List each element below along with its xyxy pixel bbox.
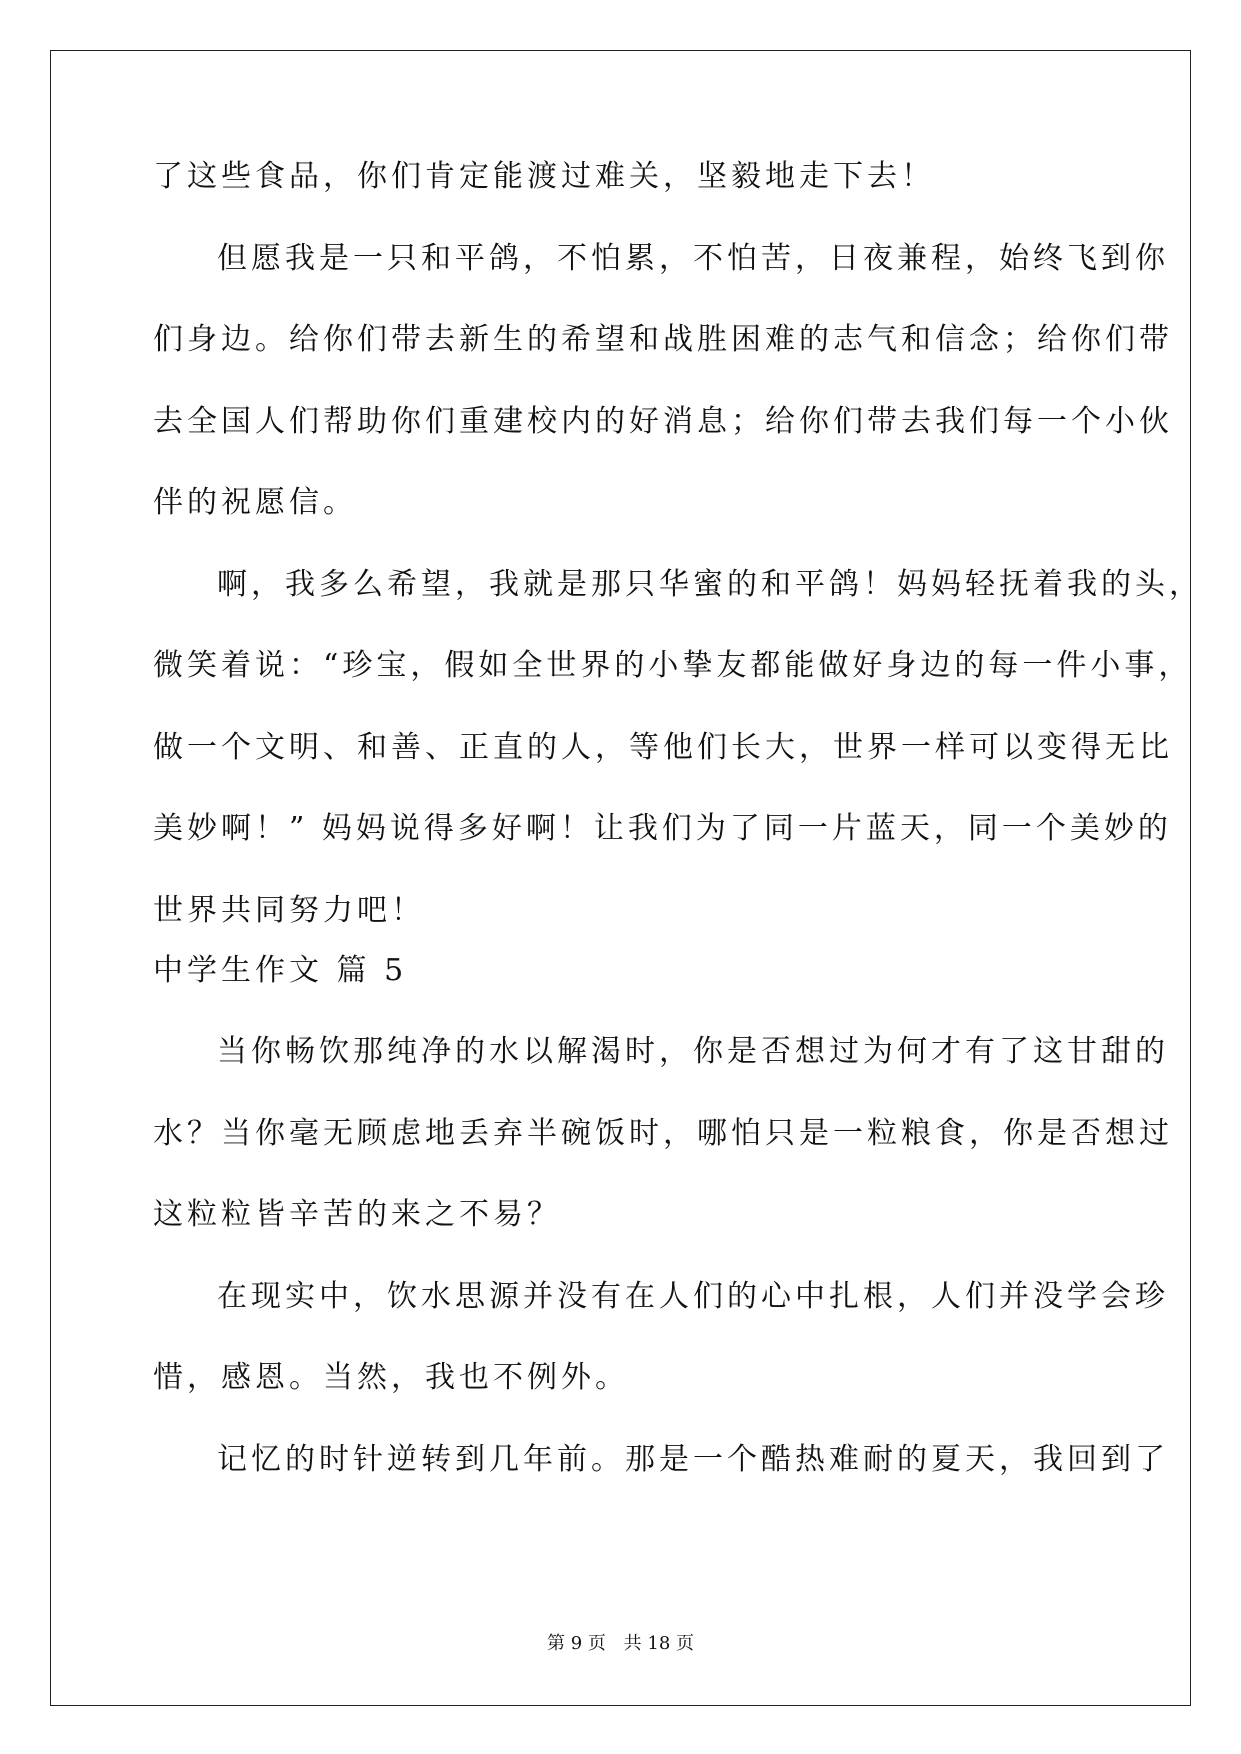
text-line: 美妙啊！” 妈妈说得多好啊！让我们为了同一片蓝天，同一个美妙的: [153, 811, 1172, 846]
section-heading: 中学生作文 篇 5: [153, 952, 408, 988]
paragraph-first-line: 记忆的时针逆转到几年前。那是一个酷热难耐的夏天，我回到了: [217, 1441, 1169, 1477]
text-line: 世界共同努力吧！: [153, 892, 425, 928]
paragraph-first-line: 当你畅饮那纯净的水以解渴时，你是否想过为何才有了这甘甜的: [217, 1034, 1169, 1069]
paragraph-first-line: 啊，我多么希望，我就是那只华蜜的和平鸽！妈妈轻抚着我的头，: [217, 566, 1203, 602]
text-line: 做一个文明、和善、正直的人，等他们长大，世界一样可以变得无比: [153, 729, 1173, 765]
page-footer: [0, 1629, 1241, 1655]
text-line: 伴的祝愿信。: [153, 485, 357, 520]
text-line: 去全国人们帮助你们重建校内的好消息；给你们带去我们每一个小伙: [153, 403, 1173, 439]
text-line: 水？当你毫无顾虑地丢弃半碗饭时，哪怕只是一粒粮食，你是否想过: [153, 1115, 1173, 1151]
page-number: 第 9 页: [547, 1633, 606, 1654]
text-line: 微笑着说：“珍宝，假如全世界的小挚友都能做好身边的每一件小事，: [153, 648, 1193, 683]
document-body: [153, 159, 1203, 1524]
text-line: 惜，感恩。当然，我也不例外。: [153, 1360, 629, 1395]
paragraph-first-line: 在现实中，饮水思源并没有在人们的心中扎根，人们并没学会珍: [217, 1278, 1169, 1314]
text-line: 这粒粒皆辛苦的来之不易？: [153, 1197, 561, 1232]
text-line: 们身边。给你们带去新生的希望和战胜困难的志气和信念；给你们带: [153, 322, 1173, 357]
page-total: 共 18 页: [623, 1633, 694, 1654]
paragraph-first-line: 但愿我是一只和平鸽，不怕累，不怕苦，日夜兼程，始终飞到你: [217, 240, 1169, 276]
text-line: 了这些食品，你们肯定能渡过难关，坚毅地走下去！: [153, 159, 935, 194]
